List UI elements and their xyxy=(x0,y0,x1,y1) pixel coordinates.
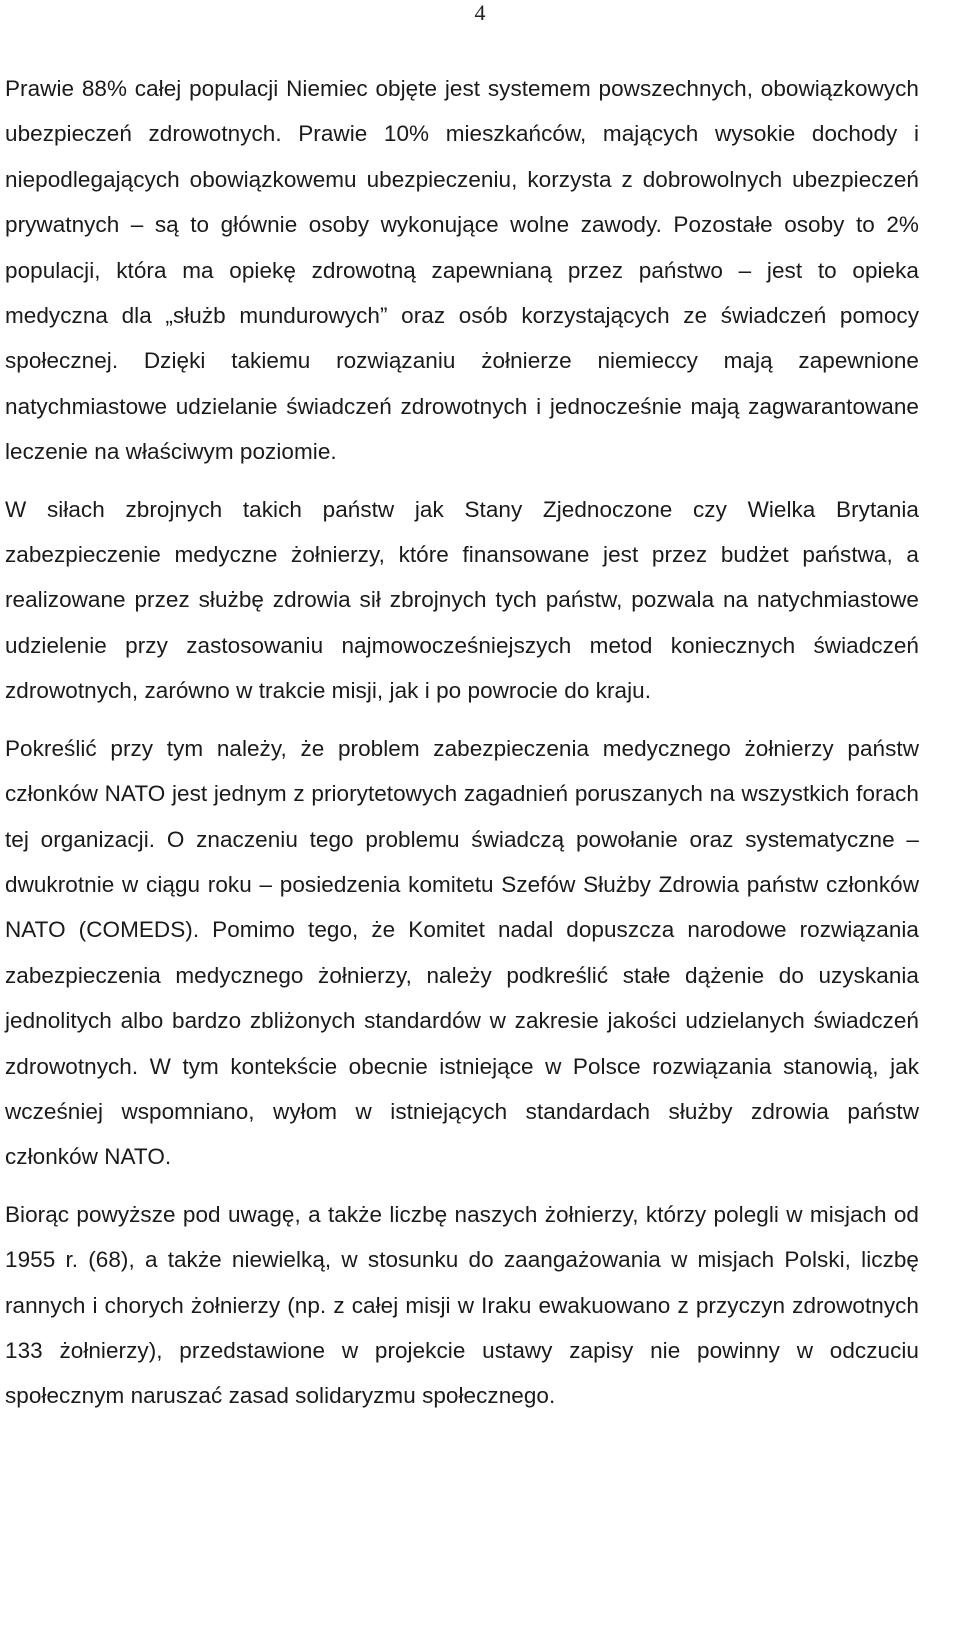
paragraph-nato-comeds: Pokreślić przy tym należy, że problem zabezpieczenia medycznego żołnierzy państw członków NATO jest jednym z priorytetowych zagadnień poruszanych na wszystkich forach tej organizacji. O znaczeniu tego problemu świadczą powołanie oraz systematyczne – dwukrotnie w ciągu roku – posiedzenia komitetu Szefów Służby Zdrowia państw członków NATO (COMEDS). Pomimo tego, że Komitet nadal dopuszcza narodowe rozwiązania zabezpieczenia medycznego żołnierzy, należy podkreślić stałe dążenie do uzyskania jednolitych albo bardzo zbliżonych standardów w zakresie jakości udzielanych świadczeń zdrowotnych. W tym kontekście obecnie istniejące w Polsce rozwiązania stanowią, jak wcześniej wspomniano, wyłom w istniejących standardach służby zdrowia państw członków NATO. xyxy=(5,735,919,1170)
document-body xyxy=(5,66,919,1419)
paragraph-poland-missions: Biorąc powyższe pod uwagę, a także liczbę naszych żołnierzy, którzy polegli w misjach od 1955 r. (68), a także niewielką, w stosunku do zaangażowania w misjach Polski, liczbę rannych i chorych żołnierzy (np. z całej misji w Iraku ewakuowano z przyczyn zdrowotnych 133 żołnierzy), przedstawione w projekcie ustawy zapisy nie powinny w odczuciu społecznym naruszać zasad solidaryzmu społecznego. xyxy=(5,1201,919,1409)
page-number: 4 xyxy=(474,0,486,25)
paragraph-us-uk-forces: W siłach zbrojnych takich państw jak Stany Zjednoczone czy Wielka Brytania zabezpieczenie medyczne żołnierzy, które finansowane jest przez budżet państwa, a realizowane przez służbę zdrowia sił zbrojnych tych państw, pozwala na natychmiastowe udzielenie przy zastosowaniu najmowocześniejszych metod koniecznych świadczeń zdrowotnych, zarówno w trakcie misji, jak i po powrocie do kraju. xyxy=(5,496,919,704)
paragraph-germany-insurance: Prawie 88% całej populacji Niemiec objęte jest systemem powszechnych, obowiązkowych ubezpieczeń zdrowotnych. Prawie 10% mieszkańców, mających wysokie dochody i niepodlegających obowiązkowemu ubezpieczeniu, korzysta z dobrowolnych ubezpieczeń prywatnych – są to głównie osoby wykonujące wolne zawody. Pozostałe osoby to 2% populacji, która ma opiekę zdrowotną zapewnianą przez państwo – jest to opieka medyczna dla „służb mundurowych” oraz osób korzystających ze świadczeń pomocy społecznej. Dzięki takiemu rozwiązaniu żołnierze niemieccy mają zapewnione natychmiastowe udzielanie świadczeń zdrowotnych i jednocześnie mają zagwarantowane leczenie na właściwym poziomie. xyxy=(5,76,919,465)
